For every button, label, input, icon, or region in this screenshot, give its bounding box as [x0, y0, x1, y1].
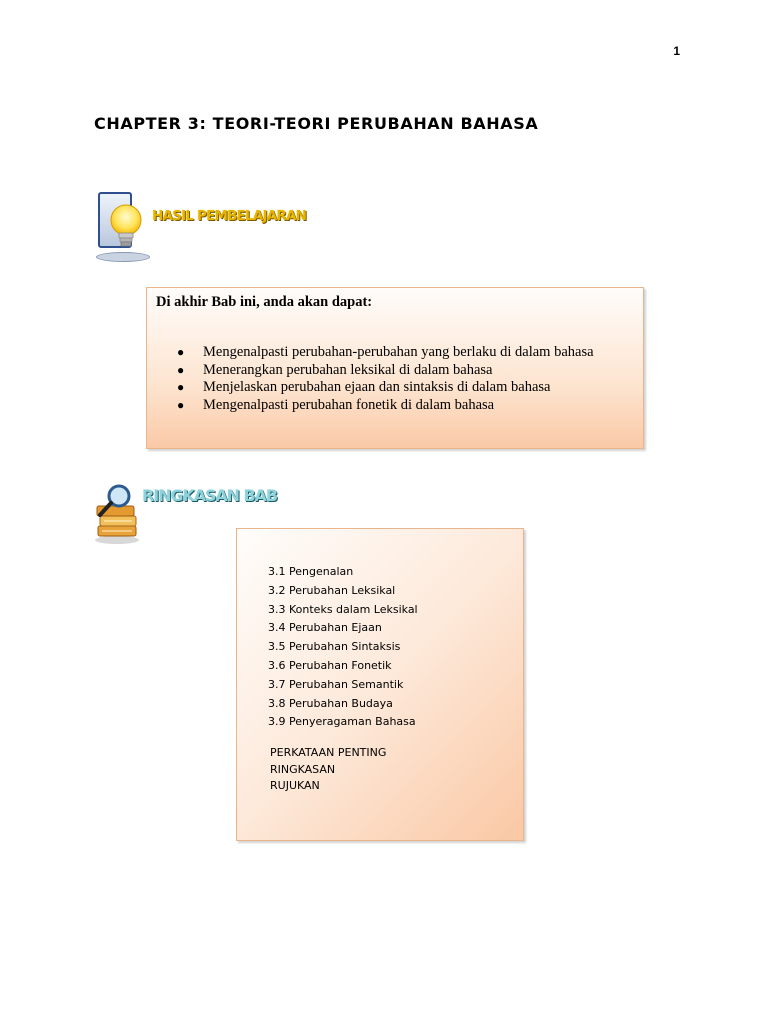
objective-text: Menerangkan perubahan leksikal di dalam bahasa: [203, 361, 493, 378]
extra-section-item: RUJUKAN: [270, 779, 320, 792]
section-list: [268, 563, 418, 732]
extra-section-item: RINGKASAN: [270, 762, 336, 776]
bullet-icon: ●: [177, 362, 185, 377]
objectives-intro: Di akhir Bab ini, anda akan dapat:: [156, 294, 373, 310]
books-magnifier-icon: [92, 482, 144, 546]
objective-item: [171, 397, 594, 415]
ringkasan-bab-title: RINGKASAN BAB: [142, 486, 277, 505]
section-title: Perubahan Ejaan: [289, 621, 382, 635]
bullet-icon: ●: [177, 380, 185, 394]
section-number: 3.2: [268, 583, 286, 597]
section-title: Konteks dalam Leksikal: [289, 602, 418, 616]
lightbulb-icon: [106, 202, 146, 254]
section-item: [268, 601, 418, 620]
section-title: Pengenalan: [289, 565, 354, 578]
section-title: Perubahan Fonetik: [289, 658, 392, 672]
bullet-icon: ●: [177, 397, 185, 412]
section-item: [268, 695, 418, 714]
objectives-list: [171, 344, 594, 414]
section-item: [268, 582, 418, 601]
objective-text: Menjelaskan perubahan ejaan dan sintaksis di dalam bahasa: [203, 379, 551, 395]
objective-item: [171, 362, 594, 380]
objective-item: [171, 379, 594, 397]
section-number: 3.1: [268, 565, 286, 578]
objective-text: Mengenalpasti perubahan fonetik di dalam bahasa: [203, 396, 495, 413]
section-item: [268, 713, 418, 732]
section-number: 3.7: [268, 677, 286, 691]
section-number: 3.6: [268, 658, 286, 672]
bullet-icon: ●: [177, 345, 185, 359]
extra-sections-list: [270, 745, 386, 795]
section-item: [268, 657, 418, 676]
section-item: [268, 638, 418, 657]
page-number: 1: [673, 44, 680, 58]
section-number: 3.4: [268, 621, 286, 635]
section-item: [268, 676, 418, 695]
hasil-pembelajaran-banner: [92, 186, 307, 272]
section-item: [268, 619, 418, 638]
section-title: Perubahan Leksikal: [289, 583, 396, 597]
section-number: 3.5: [268, 640, 286, 654]
objective-item: [171, 344, 594, 362]
section-item: [268, 563, 418, 582]
section-number: 3.3: [268, 602, 286, 616]
section-title: Perubahan Semantik: [289, 677, 404, 691]
section-number: 3.8: [268, 696, 286, 710]
learning-objectives-box: [146, 287, 644, 449]
section-title: Perubahan Sintaksis: [289, 640, 401, 654]
section-number: 3.9: [268, 715, 286, 729]
objective-text: Mengenalpasti perubahan-perubahan yang berlaku di dalam bahasa: [203, 344, 594, 360]
chapter-contents-box: [236, 528, 524, 841]
chapter-title: CHAPTER 3: TEORI-TEORI PERUBAHAN BAHASA: [94, 114, 539, 133]
extra-section-item: PERKATAAN PENTING: [270, 746, 387, 759]
hasil-pembelajaran-title: HASIL PEMBELAJARAN: [152, 208, 307, 224]
section-title: Perubahan Budaya: [289, 696, 393, 710]
section-title: Penyeragaman Bahasa: [289, 715, 416, 729]
